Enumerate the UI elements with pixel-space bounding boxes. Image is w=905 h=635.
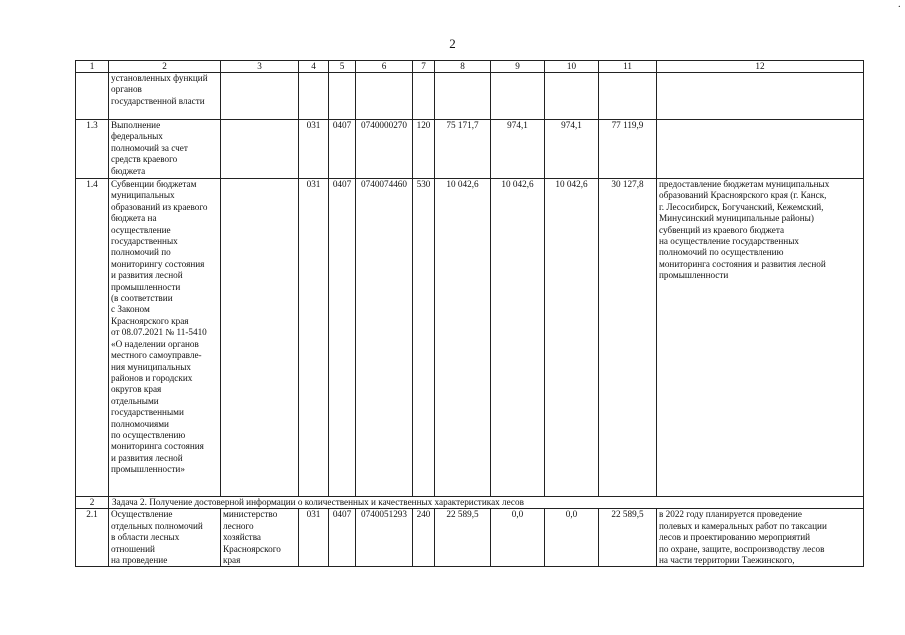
csr-code: 0740000270 — [356, 120, 413, 179]
value-2022: 75 171,7 — [435, 120, 491, 179]
table-row — [76, 120, 864, 179]
executor: министерство лесного хозяйства Красноярского края — [221, 509, 299, 567]
rzpr-code: 0407 — [329, 120, 356, 179]
task-number: 2 — [76, 497, 109, 509]
column-header: 12 — [657, 61, 864, 73]
value-2024 — [545, 73, 599, 120]
executor — [221, 179, 299, 497]
column-header: 3 — [221, 61, 299, 73]
rzpr-code — [329, 73, 356, 120]
activity-name: установленных функций органов государственной власти — [109, 73, 221, 120]
value-2024: 10 042,6 — [545, 179, 599, 497]
page-number: 2 — [449, 36, 456, 51]
activity-name: Осуществление отдельных полномочий в области лесных отношений на проведение — [109, 509, 221, 567]
expected-result: предоставление бюджетам муниципальных образований Красноярского края (г. Канск, г. Лесосибирск, Богучанский, Кежемский, Минусинский муниципальные районы) субвенций из краевого бюджета на осуществление государственных полномочий по осуществлению мониторинга состояния и развития лесной промышленности — [657, 179, 864, 497]
value-total: 22 589,5 — [599, 509, 657, 567]
grbs-code — [299, 73, 329, 120]
budget-table — [75, 60, 864, 567]
task-row — [76, 497, 864, 509]
row-number — [76, 73, 109, 120]
column-header: 2 — [109, 61, 221, 73]
row-number: 1.4 — [76, 179, 109, 497]
executor — [221, 73, 299, 120]
expected-result: в 2022 году планируется проведение полевых и камеральных работ по таксации лесов и проектированию мероприятий по охране, защите, воспроизводству лесов на части территории Таежинского, — [657, 509, 864, 567]
expected-result — [657, 120, 864, 179]
grbs-code: 031 — [299, 120, 329, 179]
row-number: 1.3 — [76, 120, 109, 179]
column-header: 1 — [76, 61, 109, 73]
csr-code: 0740074460 — [356, 179, 413, 497]
value-total: 77 119,9 — [599, 120, 657, 179]
column-header: 11 — [599, 61, 657, 73]
value-total: 30 127,8 — [599, 179, 657, 497]
header-row — [76, 61, 864, 73]
column-header: 8 — [435, 61, 491, 73]
value-2024: 0,0 — [545, 509, 599, 567]
vr-code: 240 — [413, 509, 435, 567]
executor — [221, 120, 299, 179]
value-2023 — [491, 73, 545, 120]
expected-result — [657, 73, 864, 120]
value-2023: 974,1 — [491, 120, 545, 179]
value-total — [599, 73, 657, 120]
column-header: 7 — [413, 61, 435, 73]
grbs-code: 031 — [299, 509, 329, 567]
value-2022: 10 042,6 — [435, 179, 491, 497]
value-2023: 0,0 — [491, 509, 545, 567]
column-header: 4 — [299, 61, 329, 73]
value-2022 — [435, 73, 491, 120]
rzpr-code: 0407 — [329, 179, 356, 497]
table-row — [76, 509, 864, 567]
column-header: 10 — [545, 61, 599, 73]
task-title: Задача 2. Получение достоверной информации о количественных и качественных характеристиках лесов — [109, 497, 864, 509]
corner-mark: · — [897, 2, 901, 13]
activity-name: Субвенции бюджетам муниципальных образований из краевого бюджета на осуществление государственных полномочий по мониторингу состояния и развития лесной промышленности (в соответствии с Законом Красноярского края от 08.07.2021 № 11-5410 «О наделении органов местного самоуправле- ния муниципальных районов и городских округов края отдельными государственными полномочиями по осуществлению мониторинга состояния и развития лесной промышленности» — [109, 179, 221, 497]
vr-code: 530 — [413, 179, 435, 497]
value-2024: 974,1 — [545, 120, 599, 179]
row-number: 2.1 — [76, 509, 109, 567]
column-header: 9 — [491, 61, 545, 73]
value-2023: 10 042,6 — [491, 179, 545, 497]
vr-code: 120 — [413, 120, 435, 179]
csr-code: 0740051293 — [356, 509, 413, 567]
column-header: 5 — [329, 61, 356, 73]
vr-code — [413, 73, 435, 120]
table-row — [76, 73, 864, 120]
table-row — [76, 179, 864, 497]
csr-code — [356, 73, 413, 120]
column-header: 6 — [356, 61, 413, 73]
rzpr-code: 0407 — [329, 509, 356, 567]
value-2022: 22 589,5 — [435, 509, 491, 567]
activity-name: Выполнение федеральных полномочий за счет средств краевого бюджета — [109, 120, 221, 179]
grbs-code: 031 — [299, 179, 329, 497]
